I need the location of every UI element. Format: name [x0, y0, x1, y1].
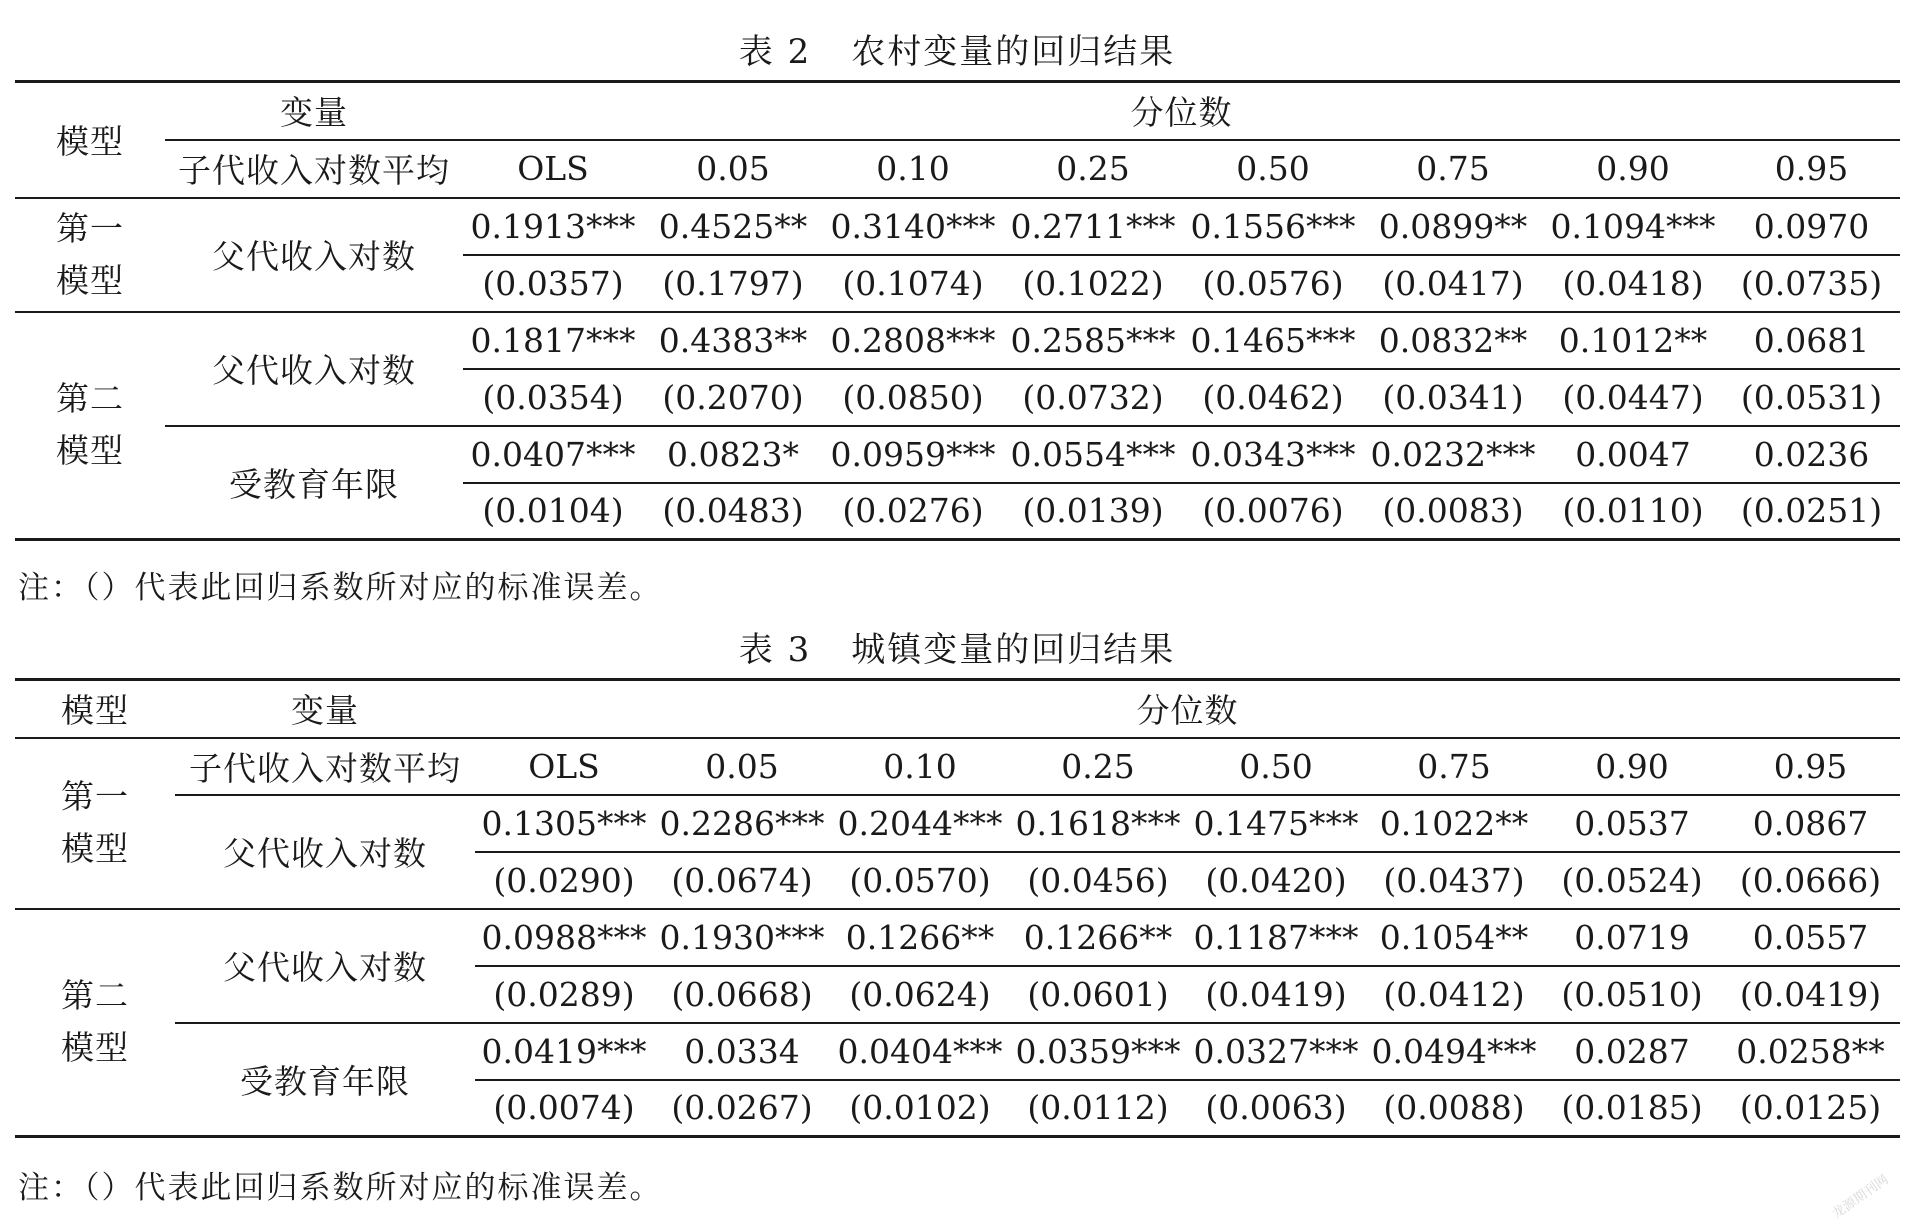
m1-father-coef-6: 0.0537 [1543, 795, 1721, 852]
m2-edu-coef-7: 0.0236 [1723, 426, 1900, 483]
m1-father-se-7: (0.0666) [1721, 852, 1900, 909]
table2-note: 注：（）代表此回归系数所对应的标准误差。 [18, 570, 663, 606]
m2-edu-se-5: (0.0083) [1363, 483, 1543, 540]
column-header-6: 0.90 [1543, 738, 1721, 795]
m2-edu-coef-0: 0.0419*** [475, 1023, 653, 1080]
m2-edu-se-0: (0.0104) [463, 483, 643, 540]
m2-father-coef-0: 0.1817*** [463, 312, 643, 369]
m2-edu-coef-4: 0.0327*** [1187, 1023, 1365, 1080]
m1-father-coef-0: 0.1913*** [463, 198, 643, 255]
m1-father-coef-0: 0.1305*** [475, 795, 653, 852]
watermark: 龙源期刊网 [1829, 1172, 1892, 1222]
m2-edu-coef-6: 0.0047 [1543, 426, 1723, 483]
m2-edu-se-5: (0.0088) [1365, 1080, 1543, 1137]
m2-father-coef-4: 0.1187*** [1187, 909, 1365, 966]
m1-father-se-0: (0.0357) [463, 255, 643, 312]
m2-edu-coef-5: 0.0232*** [1363, 426, 1543, 483]
m2-father-coef-3: 0.1266** [1009, 909, 1187, 966]
column-header-1: 0.05 [653, 738, 831, 795]
m2-father-se-1: (0.0668) [653, 966, 831, 1023]
table2-caption-number: 表 2 [738, 32, 812, 72]
column-header-0: OLS [475, 738, 653, 795]
m2-father-coef-7: 0.0557 [1721, 909, 1900, 966]
variable-header: 变量 [165, 82, 463, 140]
column-header-2: 0.10 [823, 140, 1003, 198]
m1-father-coef-1: 0.2286*** [653, 795, 831, 852]
table2-caption-title: 农村变量的回归结果 [851, 32, 1176, 72]
m2-father-se-3: (0.0601) [1009, 966, 1187, 1023]
dependent-variable-label: 子代收入对数平均 [175, 738, 475, 795]
model-2-label: 第二 模型 [15, 909, 175, 1137]
column-header-0: OLS [463, 140, 643, 198]
m2-father-coef-7: 0.0681 [1723, 312, 1900, 369]
m1-father-se-5: (0.0417) [1363, 255, 1543, 312]
m2-edu-se-6: (0.0110) [1543, 483, 1723, 540]
m2-edu-se-1: (0.0483) [643, 483, 823, 540]
table3-caption [0, 622, 1914, 671]
m2-father-se-0: (0.0289) [475, 966, 653, 1023]
m2-father-se-2: (0.0624) [831, 966, 1009, 1023]
m2-edu-se-2: (0.0102) [831, 1080, 1009, 1137]
m2-father-se-6: (0.0447) [1543, 369, 1723, 426]
m2-father-coef-0: 0.0988*** [475, 909, 653, 966]
m2-father-se-6: (0.0510) [1543, 966, 1721, 1023]
m1-father-se-3: (0.1022) [1003, 255, 1183, 312]
m2-father-se-7: (0.0419) [1721, 966, 1900, 1023]
m1-father-coef-2: 0.3140*** [823, 198, 1003, 255]
m2-father-coef-6: 0.1012** [1543, 312, 1723, 369]
m1-father-coef-7: 0.0867 [1721, 795, 1900, 852]
dependent-variable-label: 子代收入对数平均 [178, 151, 450, 190]
m2-edu-se-0: (0.0074) [475, 1080, 653, 1137]
m1-father-se-4: (0.0420) [1187, 852, 1365, 909]
m1-father-coef-3: 0.1618*** [1009, 795, 1187, 852]
model-1-label: 第一 模型 [15, 738, 175, 909]
father-income-label: 父代收入对数 [175, 909, 475, 1023]
m1-father-se-6: (0.0418) [1543, 255, 1723, 312]
m2-father-se-2: (0.0850) [823, 369, 1003, 426]
m1-father-se-3: (0.0456) [1009, 852, 1187, 909]
table3-caption-title: 城镇变量的回归结果 [851, 630, 1176, 670]
m2-edu-coef-4: 0.0343*** [1183, 426, 1363, 483]
m2-father-coef-6: 0.0719 [1543, 909, 1721, 966]
m2-father-coef-3: 0.2585*** [1003, 312, 1183, 369]
m1-father-se-7: (0.0735) [1723, 255, 1900, 312]
column-header-4: 0.50 [1183, 140, 1363, 198]
column-header-6: 0.90 [1543, 140, 1723, 198]
column-header-7: 0.95 [1723, 140, 1900, 198]
m2-edu-coef-1: 0.0823* [643, 426, 823, 483]
m2-edu-se-7: (0.0125) [1721, 1080, 1900, 1137]
column-header-4: 0.50 [1187, 738, 1365, 795]
m1-father-coef-2: 0.2044*** [831, 795, 1009, 852]
m2-edu-coef-2: 0.0404*** [831, 1023, 1009, 1080]
table3 [15, 678, 1900, 1138]
m2-edu-coef-1: 0.0334 [653, 1023, 831, 1080]
m2-father-se-0: (0.0354) [463, 369, 643, 426]
table3-caption-number: 表 3 [738, 630, 812, 670]
quantile-header: 分位数 [463, 82, 1900, 140]
m2-father-coef-1: 0.4383** [643, 312, 823, 369]
model-header: 模型 [56, 122, 124, 162]
education-years-label: 受教育年限 [175, 1023, 475, 1137]
m2-edu-coef-7: 0.0258** [1721, 1023, 1900, 1080]
m2-edu-coef-2: 0.0959*** [823, 426, 1003, 483]
m2-edu-se-2: (0.0276) [823, 483, 1003, 540]
m2-father-coef-5: 0.1054** [1365, 909, 1543, 966]
m2-father-se-1: (0.2070) [643, 369, 823, 426]
m2-edu-coef-6: 0.0287 [1543, 1023, 1721, 1080]
m1-father-coef-1: 0.4525** [643, 198, 823, 255]
m2-edu-se-6: (0.0185) [1543, 1080, 1721, 1137]
father-income-label: 父代收入对数 [165, 198, 463, 312]
m2-father-se-5: (0.0412) [1365, 966, 1543, 1023]
m1-father-se-6: (0.0524) [1543, 852, 1721, 909]
m1-father-coef-6: 0.1094*** [1543, 198, 1723, 255]
education-years-label: 受教育年限 [165, 426, 463, 540]
m2-father-se-3: (0.0732) [1003, 369, 1183, 426]
m1-father-se-2: (0.0570) [831, 852, 1009, 909]
model-header: 模型 [61, 691, 129, 731]
table2-caption [0, 24, 1914, 73]
column-header-2: 0.10 [831, 738, 1009, 795]
m2-father-se-4: (0.0419) [1187, 966, 1365, 1023]
model-2-label: 第二 模型 [15, 312, 165, 540]
column-header-5: 0.75 [1363, 140, 1543, 198]
m1-father-coef-3: 0.2711*** [1003, 198, 1183, 255]
m2-father-coef-1: 0.1930*** [653, 909, 831, 966]
table2 [15, 80, 1900, 541]
m2-edu-se-1: (0.0267) [653, 1080, 831, 1137]
m2-father-se-5: (0.0341) [1363, 369, 1543, 426]
m2-edu-coef-3: 0.0554*** [1003, 426, 1183, 483]
m1-father-se-2: (0.1074) [823, 255, 1003, 312]
m1-father-se-1: (0.0674) [653, 852, 831, 909]
quantile-header: 分位数 [1136, 691, 1239, 731]
m2-edu-se-7: (0.0251) [1723, 483, 1900, 540]
m2-father-coef-2: 0.1266** [831, 909, 1009, 966]
table3-note: 注：（）代表此回归系数所对应的标准误差。 [18, 1170, 663, 1206]
column-header-5: 0.75 [1365, 738, 1543, 795]
father-income-label: 父代收入对数 [165, 312, 463, 426]
m2-father-se-7: (0.0531) [1723, 369, 1900, 426]
m2-edu-coef-0: 0.0407*** [463, 426, 643, 483]
m2-father-coef-5: 0.0832** [1363, 312, 1543, 369]
m2-edu-coef-3: 0.0359*** [1009, 1023, 1187, 1080]
m1-father-se-1: (0.1797) [643, 255, 823, 312]
m1-father-coef-5: 0.1022** [1365, 795, 1543, 852]
column-header-7: 0.95 [1721, 738, 1900, 795]
model-1-label: 第一 模型 [15, 198, 165, 312]
m1-father-se-4: (0.0576) [1183, 255, 1363, 312]
m2-father-coef-4: 0.1465*** [1183, 312, 1363, 369]
column-header-1: 0.05 [643, 140, 823, 198]
father-income-label: 父代收入对数 [175, 795, 475, 909]
m2-edu-se-4: (0.0063) [1187, 1080, 1365, 1137]
column-header-3: 0.25 [1003, 140, 1183, 198]
column-header-3: 0.25 [1009, 738, 1187, 795]
m1-father-se-5: (0.0437) [1365, 852, 1543, 909]
m1-father-coef-5: 0.0899** [1363, 198, 1543, 255]
m2-edu-se-3: (0.0139) [1003, 483, 1183, 540]
m1-father-se-0: (0.0290) [475, 852, 653, 909]
m2-father-se-4: (0.0462) [1183, 369, 1363, 426]
m2-edu-se-4: (0.0076) [1183, 483, 1363, 540]
m2-father-coef-2: 0.2808*** [823, 312, 1003, 369]
m2-edu-coef-5: 0.0494*** [1365, 1023, 1543, 1080]
m2-edu-se-3: (0.0112) [1009, 1080, 1187, 1137]
m1-father-coef-4: 0.1556*** [1183, 198, 1363, 255]
m1-father-coef-7: 0.0970 [1723, 198, 1900, 255]
m1-father-coef-4: 0.1475*** [1187, 795, 1365, 852]
variable-header: 变量 [291, 691, 359, 731]
